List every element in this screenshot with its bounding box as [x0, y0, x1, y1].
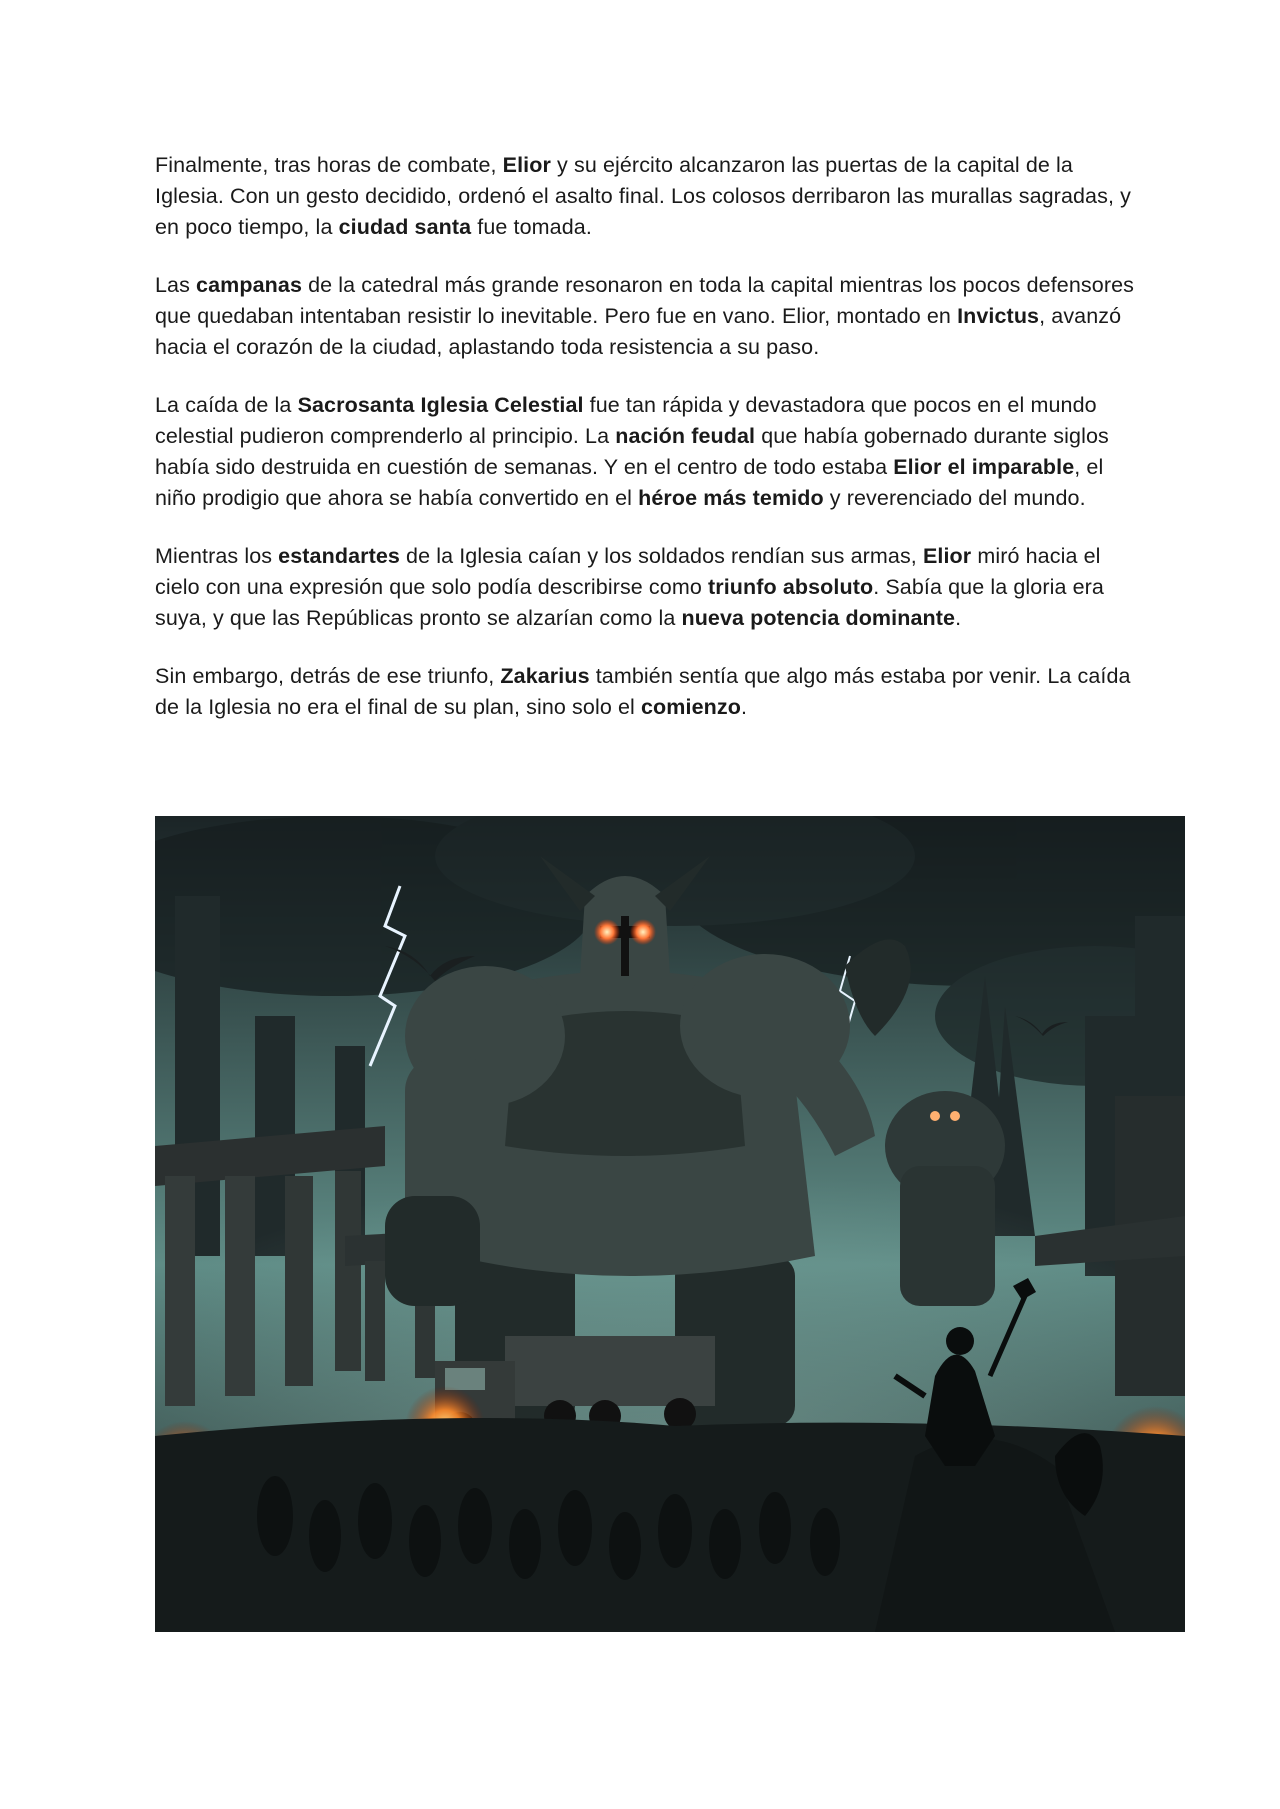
paragraph — [155, 661, 1135, 723]
text-run: . — [955, 606, 962, 630]
bold-text: Invictus — [957, 304, 1040, 328]
glowing-eye — [594, 919, 620, 945]
colossus-distant — [885, 1091, 1005, 1306]
text-run: que había gobernado durante siglos había sido destruida en cuestión de semanas. Y en el centro de todo estaba — [155, 424, 1109, 479]
text-run: Las — [155, 273, 197, 297]
text-run: y su ejército alcanzaron las puertas de la capital de la Iglesia. Con un gesto decidido, ordenó el asalto final. Los colosos derribaron las murallas sagradas, y en poco tiempo, la — [155, 153, 1131, 239]
paragraph — [155, 150, 1135, 243]
paragraph — [155, 390, 1135, 514]
bold-text: héroe más temido — [638, 486, 824, 510]
text-run: de la catedral más grande resonaron en toda la capital mientras los pocos defensores que quedaban intentaban resistir lo inevitable. Pero fue en vano. Elior, montado en — [155, 273, 1134, 328]
bold-text: nación feudal — [615, 424, 756, 448]
bold-text: Zakarius — [500, 664, 590, 688]
text-run: , el niño prodigio que ahora se había convertido en el — [155, 455, 1104, 510]
text-run: fue tomada. — [471, 215, 592, 239]
text-run: . — [740, 695, 748, 719]
text-run: y reverenciado del mundo. — [823, 486, 1086, 510]
bold-text: comienzo — [640, 695, 741, 719]
bold-text: Elior — [922, 544, 972, 568]
text-run: miró hacia el cielo con una expresión que solo podía describirse como — [155, 544, 1101, 599]
bold-text: triunfo absoluto — [707, 575, 874, 599]
text-run: Finalmente, tras horas de combate, — [155, 153, 503, 177]
text-run: La caída de la — [155, 393, 298, 417]
paragraph — [155, 270, 1135, 363]
colossus-battle-scene — [155, 816, 1185, 1632]
text-run: fue tan rápida y devastadora que pocos en el mundo celestial pudieron comprenderlo al principio. La — [155, 393, 1097, 448]
bold-text: Elior el imparable — [893, 455, 1075, 479]
text-run: . Sabía que la gloria era suya, y que las Repúblicas pronto se alzarían como la — [155, 575, 1104, 630]
text-run: también sentía que algo más estaba por venir. La caída de la Iglesia no era el final de su plan, sino solo el — [155, 664, 1131, 719]
text-run: Mientras los — [155, 544, 279, 568]
bold-text: ciudad santa — [338, 215, 472, 239]
bold-text: estandartes — [278, 544, 400, 568]
body-text — [155, 150, 1135, 750]
text-run: de la Iglesia caían y los soldados rendían sus armas, — [399, 544, 923, 568]
bold-text: campanas — [196, 273, 303, 297]
text-run: Sin embargo, detrás de ese triunfo, — [155, 664, 501, 688]
battle-illustration — [155, 816, 1185, 1632]
bold-text: nueva potencia dominante — [681, 606, 956, 630]
bold-text: Elior — [502, 153, 551, 177]
glowing-eye — [630, 919, 656, 945]
bold-text: Sacrosanta Iglesia Celestial — [297, 393, 584, 417]
paragraph — [155, 541, 1135, 634]
text-run: , avanzó hacia el corazón de la ciudad, aplastando toda resistencia a su paso. — [155, 304, 1122, 359]
